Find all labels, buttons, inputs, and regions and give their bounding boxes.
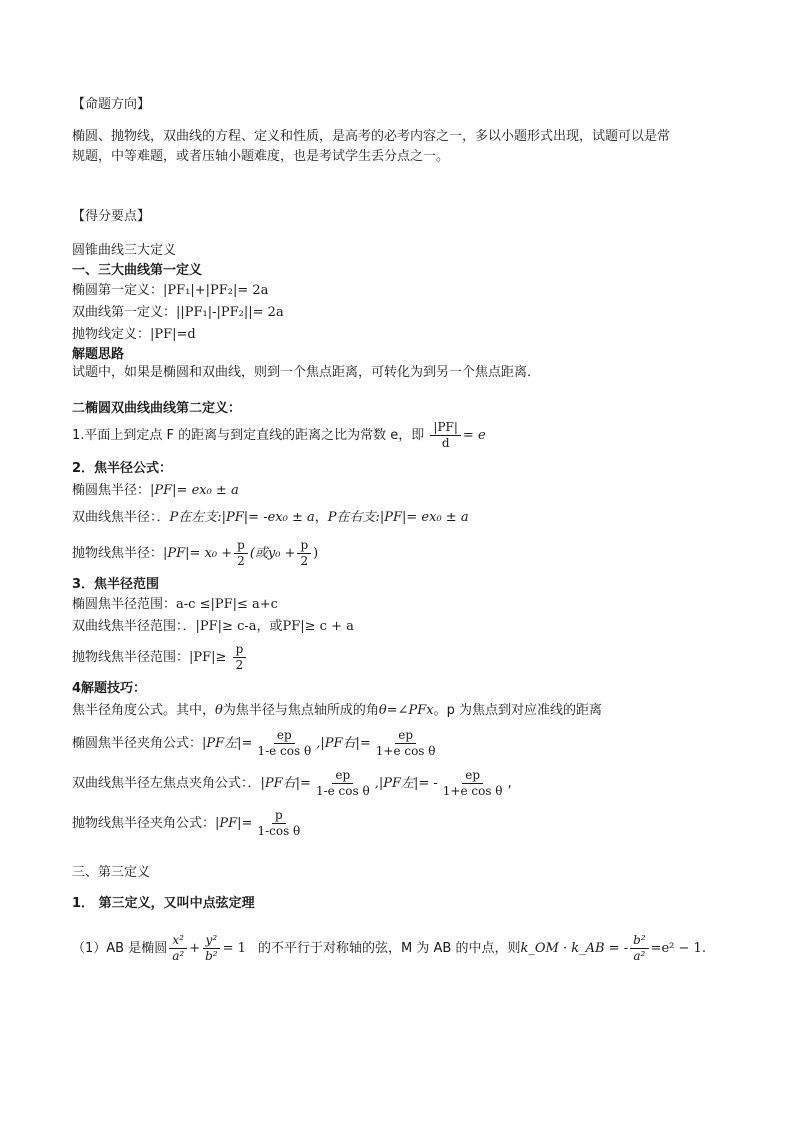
parabola-def-label: 抛物线定义： (72, 327, 151, 342)
ellipse-def-formula: |PF₁|+|PF₂|= 2a (163, 283, 269, 298)
angle-text-pre: 焦半径角度公式。其中， (72, 703, 216, 718)
ellipse-angle-formula (72, 726, 441, 762)
second-definition-line (72, 418, 486, 454)
parabola-angle-formula (72, 806, 305, 842)
ellipse-angle-lhs-2: ,|PF右|= (316, 736, 371, 751)
para-angle-denominator: 1-cos θ (257, 824, 301, 838)
hyper-fr-right: P在右支:|PF|= ex₀ ± a (327, 510, 469, 525)
direction-paragraph-line-2: 规题，中等难题，或者压轴小题难度，也是考试学生丢分点之一。 (72, 149, 450, 164)
heading-solving-skill: 4解题技巧： (72, 681, 147, 696)
item1-mid: 的不平行于对称轴的弦，M 为 AB 的中点，则 (258, 941, 521, 956)
item1-denominator-a: a² (633, 949, 646, 963)
para-fr-numerator-2: p (297, 538, 311, 554)
item1-numerator-x: x² (169, 933, 187, 949)
item1-pre: （1）AB 是椭圆 (72, 941, 168, 956)
heading-focal-range: 3．焦半径范围 (72, 577, 160, 592)
hyper-angle-lhs-1: |PF右|= (260, 776, 311, 791)
hyper-angle-lhs-2: ,|PF左|= - (374, 776, 438, 791)
parabola-focal-range (72, 640, 248, 676)
hyperbola-def-formula: ||PF₁|-|PF₂||= 2a (176, 305, 284, 320)
heading-midpoint-chord: 1． 第三定义，又叫中点弦定理 (72, 896, 255, 911)
hyperbola-first-definition (72, 304, 284, 322)
ellipse-angle-label: 椭圆焦半径夹角公式： (72, 736, 203, 751)
hyper-fr-separator: ， (314, 510, 328, 525)
hyper-angle-denominator-1: 1-e cos θ (315, 784, 370, 798)
hyperbola-focal-radius (72, 509, 469, 527)
ellipse-def-label: 椭圆第一定义： (72, 283, 164, 298)
para-fr-label: 抛物线焦半径： (72, 546, 164, 561)
para-angle-numerator: p (272, 808, 286, 824)
para-range-numerator: p (233, 642, 247, 658)
para-fr-numerator: p (234, 538, 248, 554)
item1-denominator-x: a² (172, 949, 185, 963)
hyper-angle-tail: , (507, 776, 512, 791)
heading-focal-radius: 2．焦半径公式： (72, 461, 173, 476)
second-def-numerator: |PF| (430, 420, 461, 436)
item1-fraction-y (202, 933, 221, 964)
parabola-focal-radius (72, 536, 318, 572)
hyperbola-def-label: 双曲线第一定义： (72, 305, 177, 320)
hyper-angle-fraction-1 (313, 768, 373, 799)
second-def-rhs: = e (462, 428, 486, 443)
para-angle-label: 抛物线焦半径夹角公式： (72, 816, 216, 831)
para-angle-fraction (254, 808, 303, 839)
second-def-fraction (430, 420, 461, 451)
ellipse-angle-fraction-1 (254, 728, 314, 759)
midpoint-chord-item-1 (72, 924, 706, 974)
ellipse-focal-range (72, 596, 278, 614)
ellipse-angle-denominator-1: 1-e cos θ (257, 744, 312, 758)
para-fr-pre: |PF|= x₀ + (163, 546, 233, 561)
para-range-label: 抛物线焦半径范围： (72, 650, 190, 665)
para-fr-denominator-2: 2 (300, 554, 309, 568)
ellipse-angle-lhs-1: |PF左|= (202, 736, 253, 751)
second-def-text: 1.平面上到定点 F 的距离与到定直线的距离之比为常数 e，即 (72, 428, 425, 443)
ellipse-angle-denominator-2: 1+e cos θ (375, 744, 436, 758)
hyper-angle-denominator-2: 1+e cos θ (442, 784, 503, 798)
ellipse-first-definition (72, 282, 268, 300)
ellipse-fr-label: 椭圆焦半径： (72, 483, 151, 498)
hyper-angle-numerator-1: ep (332, 768, 353, 784)
angle-text-theta: θ (215, 703, 223, 718)
item1-numerator-b: b² (630, 933, 649, 949)
ellipse-range-label: 椭圆焦半径范围： (72, 597, 177, 612)
section-title-direction: 【命题方向】 (72, 97, 151, 112)
para-fr-fraction (234, 538, 248, 569)
para-range-denominator: 2 (235, 658, 244, 672)
hyper-angle-fraction-2 (440, 768, 506, 799)
para-fr-denominator: 2 (237, 554, 245, 568)
item1-eq: = 1 (222, 941, 246, 956)
hyper-angle-numerator-2: ep (462, 768, 483, 784)
angle-text-mid: 为焦半径与焦点轴所成的角 (222, 703, 379, 718)
para-fr-mid: (或y₀ + (249, 546, 296, 561)
ellipse-angle-numerator-1: ep (274, 728, 295, 744)
ellipse-angle-fraction-2 (373, 728, 439, 759)
para-fr-close: ) (313, 546, 319, 561)
angle-formula-description (72, 702, 602, 720)
item1-tail: =e² − 1. (650, 941, 706, 956)
hyper-range-formula: |PF|≥ c-a，或PF|≥ c + a (195, 619, 354, 634)
para-fr-fraction-2 (297, 538, 311, 569)
para-range-fraction (233, 642, 247, 673)
hyper-fr-label: 双曲线焦半径：． (72, 510, 170, 525)
hyperbola-focal-range (72, 618, 354, 636)
ellipse-angle-numerator-2: ep (395, 728, 416, 744)
hyper-angle-label: 双曲线焦半径左焦点夹角公式：． (72, 776, 261, 791)
parabola-definition (72, 326, 196, 344)
heading-second-definition: 二椭圆双曲线曲线第二定义： (72, 401, 242, 416)
item1-plus: + (189, 941, 201, 956)
hyper-range-label: 双曲线焦半径范围：． (72, 619, 196, 634)
subtitle-three-definitions: 圆锥曲线三大定义 (72, 243, 177, 258)
hyper-fr-left: P在左支:|PF|= -ex₀ ± a (169, 510, 315, 525)
item1-slope-product: k_OM · k_AB = - (520, 941, 629, 956)
ellipse-range-formula: a-c ≤|PF|≤ a+c (176, 597, 278, 612)
ellipse-focal-radius (72, 482, 239, 500)
section-title-third-definition: 三、第三定义 (72, 865, 151, 880)
hyperbola-angle-formula (72, 766, 512, 802)
item1-denominator-y: b² (205, 949, 218, 963)
item1-fraction-x (169, 933, 187, 964)
heading-solving-idea: 解题思路 (72, 347, 125, 362)
ellipse-fr-formula: |PF|= ex₀ ± a (150, 483, 239, 498)
para-range-formula: |PF|≥ (189, 650, 227, 665)
item1-numerator-y: y² (203, 933, 221, 949)
parabola-def-formula: |PF|=d (150, 327, 196, 342)
angle-text-post: 。p 为焦点到对应准线的距离 (433, 703, 602, 718)
item1-fraction-ba (630, 933, 649, 964)
angle-text-formula: θ=∠PFx (378, 703, 434, 718)
heading-first-definition: 一、三大曲线第一定义 (72, 263, 203, 278)
second-def-denominator: d (441, 436, 450, 450)
para-angle-lhs: |PF|= (215, 816, 253, 831)
solving-idea-text: 试题中，如果是椭圆和双曲线，则到一个焦点距离，可转化为到另一个焦点距离． (72, 365, 541, 380)
direction-paragraph-line-1: 椭圆、抛物线，双曲线的方程、定义和性质，是高考的必考内容之一，多以小题形式出现，试题可以是常 (72, 129, 671, 144)
section-title-points: 【得分要点】 (72, 209, 151, 224)
